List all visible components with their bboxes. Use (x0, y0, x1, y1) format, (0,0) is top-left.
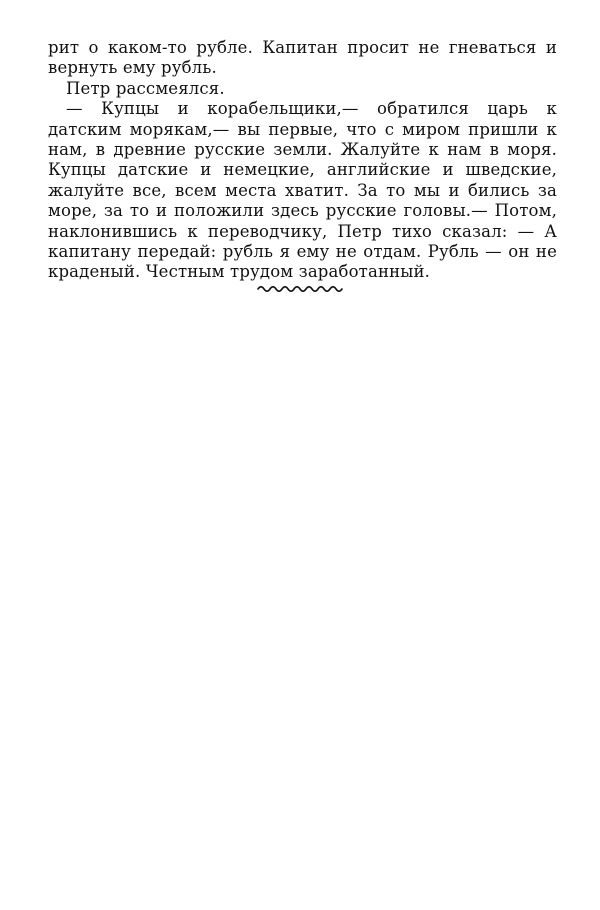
paragraph-petr-laughed: Петр рассмеялся. (66, 78, 225, 98)
wavy-line-ornament-icon (257, 282, 343, 296)
text-body (48, 38, 557, 283)
paragraph-tsar-speech: — Купцы и корабельщики,— обратился царь к датским морякам,— вы первые, что с миром пришли к нам, в древние русские земли. Жалуйте к нам в моря. Купцы датские и немецкие, английские и шведские, жалуйте все, всем места хватит. За то мы и бились за море, за то и положили здесь русские головы.— Потом, наклонившись к переводчику, Петр тихо сказал: — А капитану передай: рубль я ему не отдам. Рубль — он не краденый. Честным трудом заработанный. (48, 99, 557, 282)
paragraph-continuation: рит о каком-то рубле. Капитан просит не гневаться и вернуть ему рубль. (48, 38, 557, 78)
